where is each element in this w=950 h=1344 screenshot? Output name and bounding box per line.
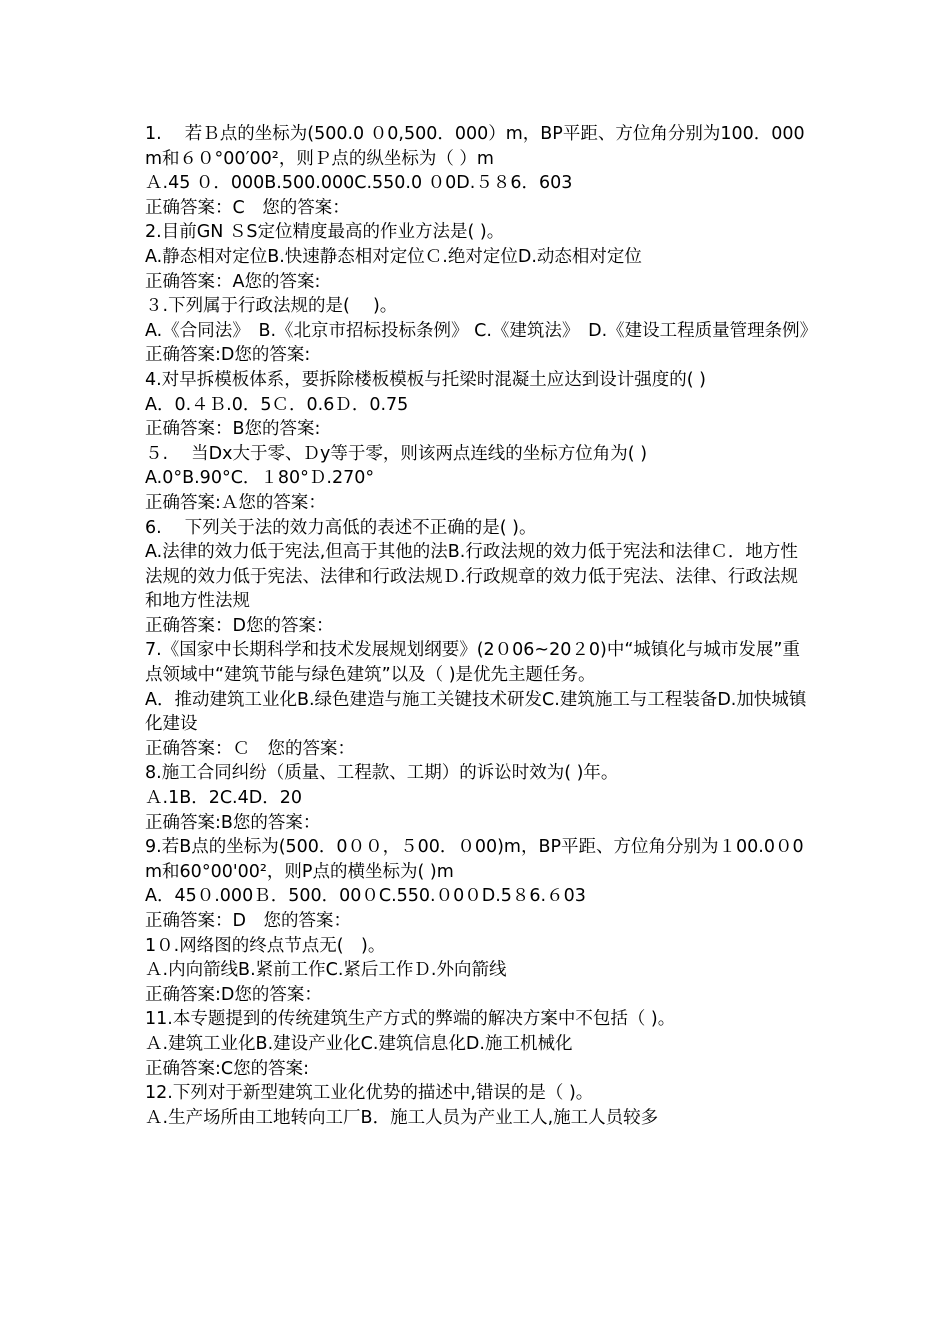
q8-answer: 正确答案:B您的答案： bbox=[145, 812, 321, 833]
q6-stem: 6. 下列关于法的效力高低的表述不正确的是( )。 bbox=[145, 517, 537, 538]
q9-stem: 9.若B点的坐标为(500．0００，５00．０00)m，BP平距、方位角分别为１00.0０0m和60°00'00²，则P点的横坐标为( )m bbox=[145, 837, 804, 882]
q5-stem: ５. 当Dx大于零、Ｄy等于零，则该两点连线的坐标方位角为( ) bbox=[145, 443, 648, 464]
q10-options: Ａ.内向箭线B.紧前工作C.紧后工作Ｄ.外向箭线 bbox=[145, 960, 507, 981]
q1-stem: 1. 若Ｂ点的坐标为(500.0 ０0,500．000）m，BP平距、方位角分别为100．000m和６０°00′00²，则Ｐ点的纵坐标为（ ）m bbox=[145, 124, 805, 169]
q8-stem: 8.施工合同纠纷（质量、工程款、工期）的诉讼时效为( )年。 bbox=[145, 763, 619, 784]
q2-options: A.静态相对定位B.快速静态相对定位Ｃ.绝对定位D.动态相对定位 bbox=[145, 246, 642, 267]
q1-options: Ａ.45 ０．000B.500.000C.550.0 ０0D.５８6．603 bbox=[145, 173, 573, 194]
q4-answer: 正确答案：B您的答案: bbox=[145, 419, 321, 440]
q7-stem: 7.《国家中长期科学和技术发展规划纲要》(2０06~20２0)中“城镇化与城市发展”重点领域中“建筑节能与绿色建筑”以及（ )是优先主题任务。 bbox=[145, 640, 800, 686]
q6-answer: 正确答案：D您的答案： bbox=[145, 615, 334, 636]
q6-options: A.法律的效力低于宪法,但高于其他的法B.行政法规的效力低于宪法和法律Ｃ．地方性法规的效力低于宪法、法律和行政法规Ｄ.行政规章的效力低于宪法、法律、行政法规和地方性法规 bbox=[145, 542, 799, 612]
q7-options: A．推动建筑工业化B.绿色建造与施工关键技术研发C.建筑施工与工程装备D.加快城镇化建设 bbox=[145, 689, 807, 735]
q3-options: A.《合同法》 B.《北京市招标投标条例》 C.《建筑法》 D.《建设工程质量管理条例》 bbox=[145, 320, 818, 341]
q12-options: Ａ.生产场所由工地转向工厂B．施工人员为产业工人,施工人员较多 bbox=[145, 1107, 659, 1128]
q9-answer: 正确答案：D 您的答案： bbox=[145, 911, 351, 931]
q3-answer: 正确答案:D您的答案: bbox=[145, 345, 311, 366]
q7-answer: 正确答案：Ｃ 您的答案： bbox=[145, 738, 355, 759]
document-body bbox=[145, 122, 818, 1130]
q1-answer: 正确答案：C 您的答案： bbox=[145, 197, 350, 218]
q12-stem: 12.下列对于新型建筑工业化优势的描述中,错误的是（ )。 bbox=[145, 1083, 594, 1104]
q10-answer: 正确答案:D您的答案： bbox=[145, 984, 322, 1005]
q4-stem: 4.对早拆模板体系，要拆除楼板模板与托梁时混凝土应达到设计强度的( ) bbox=[145, 369, 706, 390]
q5-options: A.0°B.90°C．１80°Ｄ.270° bbox=[145, 468, 375, 489]
q10-stem: 1０.网络图的终点节点无( )。 bbox=[145, 935, 386, 956]
q2-answer: 正确答案：A您的答案: bbox=[145, 271, 321, 292]
q8-options: Ａ.1B．2C.4D．20 bbox=[145, 788, 302, 809]
q5-answer: 正确答案:Ａ您的答案： bbox=[145, 492, 326, 513]
q11-stem: 11.本专题提到的传统建筑生产方式的弊端的解决方案中不包括（ )。 bbox=[145, 1009, 676, 1030]
q11-answer: 正确答案:C您的答案: bbox=[145, 1058, 310, 1079]
q9-options: A．45０.000Ｂ．500．00０C.550.０0０D.5８6.６03 bbox=[145, 886, 586, 907]
q2-stem: 2.目前GN ＳS定位精度最高的作业方法是( )。 bbox=[145, 222, 505, 243]
q11-options: Ａ.建筑工业化B.建设产业化C.建筑信息化D.施工机械化 bbox=[145, 1033, 573, 1054]
q3-stem: ３.下列属于行政法规的是( )。 bbox=[145, 296, 398, 317]
q4-options: A．0.４Ｂ.0．5Ｃ．0.6Ｄ．0.75 bbox=[145, 394, 409, 415]
